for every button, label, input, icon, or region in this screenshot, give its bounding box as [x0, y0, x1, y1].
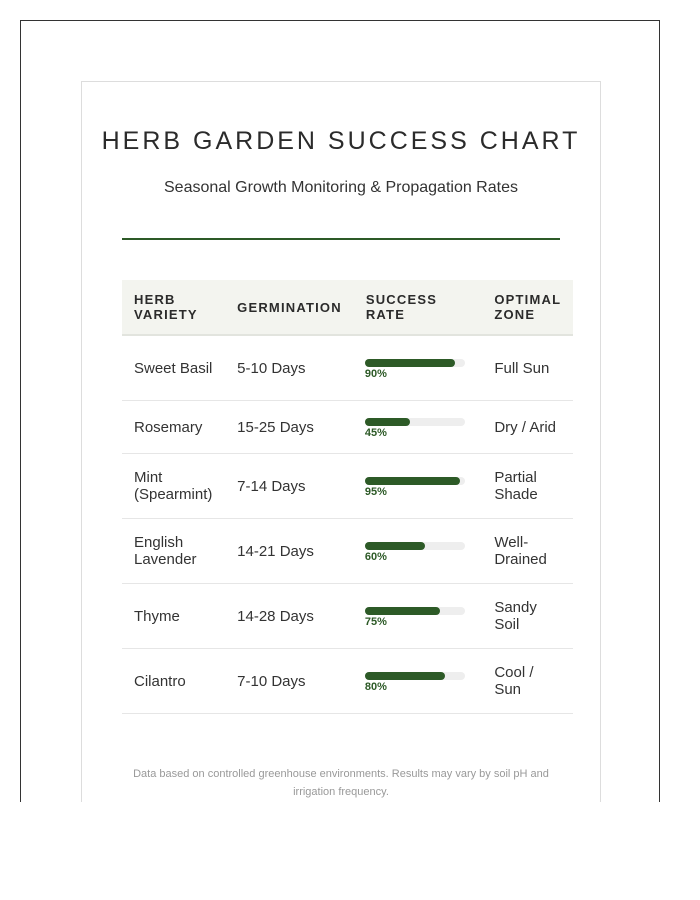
cell-germination: 7-14 Days	[225, 454, 354, 519]
table-row	[122, 335, 573, 401]
cell-success	[354, 454, 482, 519]
page-frame	[20, 20, 660, 802]
progress-fill	[365, 607, 440, 615]
cell-variety: Sweet Basil	[122, 335, 225, 401]
cell-variety: Rosemary	[122, 401, 225, 454]
page-title: HERB GARDEN SUCCESS CHART	[101, 127, 581, 155]
success-label: 90%	[364, 367, 387, 380]
cell-zone: Cool / Sun	[482, 649, 573, 714]
footnote: Data based on controlled greenhouse environments. Results may vary by soil pH and irrigation frequency.	[133, 768, 549, 798]
herb-table	[122, 280, 573, 714]
cell-success	[354, 335, 482, 401]
cell-zone: Well-Drained	[482, 519, 573, 584]
progress-track	[365, 542, 465, 550]
cell-germination: 5-10 Days	[225, 335, 354, 401]
cell-germination: 7-10 Days	[225, 649, 354, 714]
cell-success	[354, 649, 482, 714]
cell-success	[354, 584, 482, 649]
col-header-variety: HERB VARIETY	[122, 280, 225, 335]
progress-track	[365, 477, 465, 485]
cell-zone: Dry / Arid	[482, 401, 573, 454]
table-row	[122, 519, 573, 584]
progress-track	[365, 359, 465, 367]
progress-fill	[365, 477, 460, 485]
page-subtitle: Seasonal Growth Monitoring & Propagation Rates	[164, 179, 518, 196]
cell-germination: 15-25 Days	[225, 401, 354, 454]
cell-zone: Partial Shade	[482, 454, 573, 519]
progress-track	[365, 418, 465, 426]
progress-fill	[365, 418, 410, 426]
col-header-zone: OPTIMAL ZONE	[482, 280, 573, 335]
progress-track	[365, 607, 465, 615]
success-label: 45%	[364, 426, 387, 439]
table-row	[122, 584, 573, 649]
progress-fill	[365, 359, 455, 367]
cell-variety: Cilantro	[122, 649, 225, 714]
cell-germination: 14-21 Days	[225, 519, 354, 584]
cell-variety: English Lavender	[122, 519, 225, 584]
cell-zone: Sandy Soil	[482, 584, 573, 649]
cell-success	[354, 401, 482, 454]
title-divider	[122, 238, 560, 240]
cell-variety: Thyme	[122, 584, 225, 649]
table-header-row	[122, 280, 573, 335]
success-label: 75%	[364, 615, 387, 628]
table-row	[122, 454, 573, 519]
success-label: 60%	[364, 550, 387, 563]
chart-card	[81, 81, 601, 802]
cell-germination: 14-28 Days	[225, 584, 354, 649]
table-row	[122, 401, 573, 454]
cell-variety: Mint (Spearmint)	[122, 454, 225, 519]
cell-success	[354, 519, 482, 584]
progress-fill	[365, 672, 445, 680]
table-row	[122, 649, 573, 714]
col-header-germination: GERMINATION	[225, 280, 354, 335]
success-label: 80%	[364, 680, 387, 693]
progress-fill	[365, 542, 425, 550]
col-header-success: SUCCESS RATE	[354, 280, 482, 335]
success-label: 95%	[364, 485, 387, 498]
progress-track	[365, 672, 465, 680]
cell-zone: Full Sun	[482, 335, 573, 401]
